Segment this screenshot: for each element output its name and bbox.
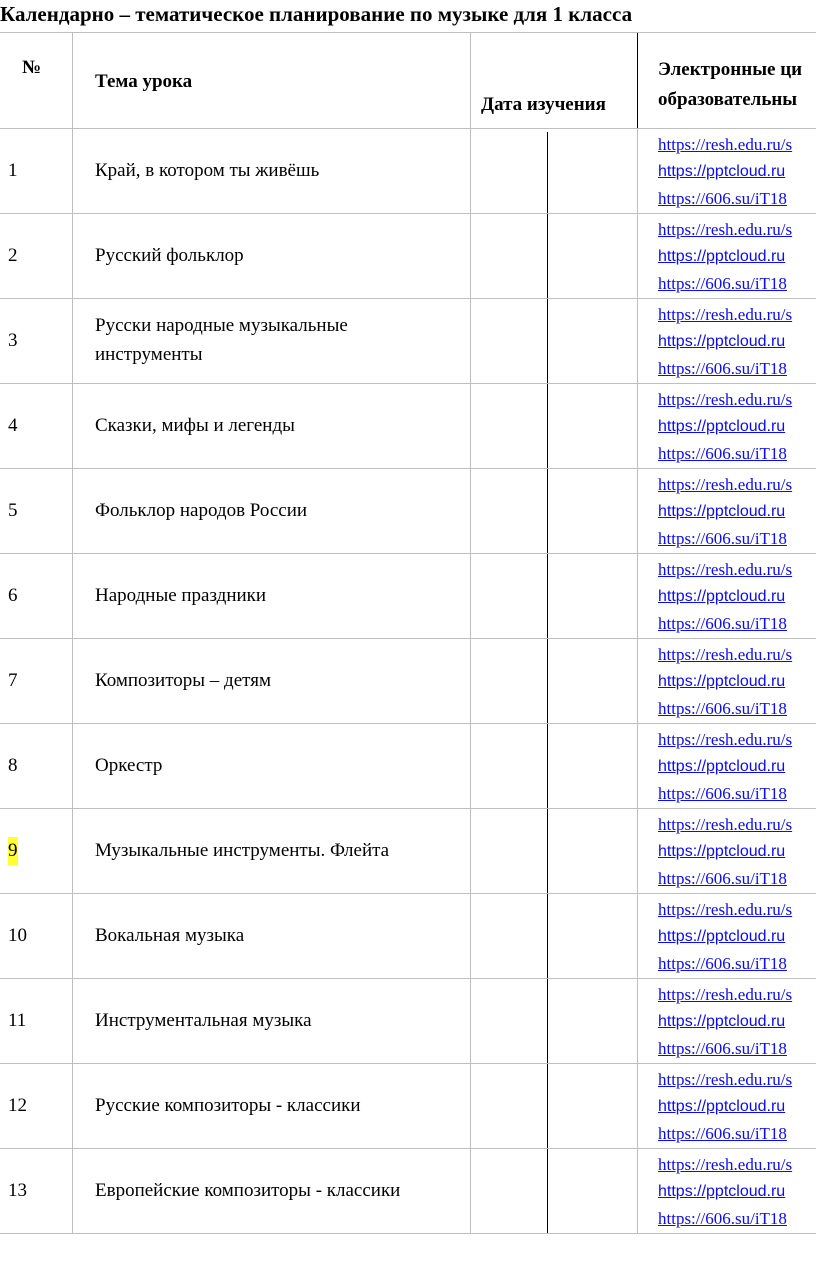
lesson-number: 3 <box>8 330 18 351</box>
row-divider <box>0 298 816 299</box>
lesson-number: 13 <box>8 1180 27 1201</box>
pptcloud-link[interactable]: https://pptcloud.ru <box>658 928 786 945</box>
row-divider <box>0 638 816 639</box>
lesson-topic: Сказки, мифы и легенды <box>95 415 295 436</box>
short-link[interactable]: https://606.su/iT18 <box>658 954 787 973</box>
row-divider <box>0 128 816 129</box>
lesson-topic: Фольклор народов России <box>95 500 308 521</box>
header-resources-line2: образовательны <box>658 89 798 110</box>
short-link[interactable]: https://606.su/iT18 <box>658 614 787 633</box>
lesson-number: 10 <box>8 925 27 946</box>
resource-links <box>658 811 816 892</box>
short-link[interactable]: https://606.su/iT18 <box>658 1124 787 1143</box>
pptcloud-link[interactable]: https://pptcloud.ru <box>658 163 786 180</box>
row-divider <box>0 383 816 384</box>
resh-link[interactable]: https://resh.edu.ru/s <box>658 220 793 239</box>
resh-link[interactable]: https://resh.edu.ru/s <box>658 305 793 324</box>
pptcloud-link[interactable]: https://pptcloud.ru <box>658 843 786 860</box>
lesson-number: 6 <box>8 585 18 606</box>
lesson-number: 9 <box>8 837 18 865</box>
resource-links <box>658 471 816 552</box>
pptcloud-link[interactable]: https://pptcloud.ru <box>658 248 786 265</box>
resource-links <box>658 386 816 467</box>
header-topic: Тема урока <box>95 71 193 92</box>
header-number: № <box>22 57 42 78</box>
resh-link[interactable]: https://resh.edu.ru/s <box>658 390 793 409</box>
lesson-topic: Композиторы – детям <box>95 670 271 691</box>
short-link[interactable]: https://606.su/iT18 <box>658 189 787 208</box>
pptcloud-link[interactable]: https://pptcloud.ru <box>658 503 786 520</box>
short-link[interactable]: https://606.su/iT18 <box>658 444 787 463</box>
row-divider <box>0 723 816 724</box>
row-divider <box>0 978 816 979</box>
pptcloud-link[interactable]: https://pptcloud.ru <box>658 1098 786 1115</box>
resource-links <box>658 131 816 212</box>
resh-link[interactable]: https://resh.edu.ru/s <box>658 560 793 579</box>
lesson-number: 2 <box>8 245 18 266</box>
lesson-number: 12 <box>8 1095 27 1116</box>
lesson-number: 1 <box>8 160 18 181</box>
short-link[interactable]: https://606.su/iT18 <box>658 274 787 293</box>
resource-links <box>658 301 816 382</box>
lesson-topic: Музыкальные инструменты. Флейта <box>95 840 390 861</box>
row-divider <box>0 1148 816 1149</box>
column-divider <box>637 128 638 1234</box>
header-resources-line1: Электронные ци <box>658 59 803 80</box>
lesson-topic: Русски народные музыкальные <box>95 315 348 336</box>
resh-link[interactable]: https://resh.edu.ru/s <box>658 815 793 834</box>
pptcloud-link[interactable]: https://pptcloud.ru <box>658 418 786 435</box>
lesson-topic: Европейские композиторы - классики <box>95 1180 401 1201</box>
lesson-topic: Инструментальная музыка <box>95 1010 312 1031</box>
resh-link[interactable]: https://resh.edu.ru/s <box>658 730 793 749</box>
lesson-number: 5 <box>8 500 18 521</box>
pptcloud-link[interactable]: https://pptcloud.ru <box>658 333 786 350</box>
lesson-number: 7 <box>8 670 18 691</box>
resource-links <box>658 216 816 297</box>
resource-links <box>658 641 816 722</box>
short-link[interactable]: https://606.su/iT18 <box>658 1209 787 1228</box>
short-link[interactable]: https://606.su/iT18 <box>658 869 787 888</box>
lesson-number: 11 <box>8 1010 27 1031</box>
lesson-topic: Оркестр <box>95 755 163 776</box>
short-link[interactable]: https://606.su/iT18 <box>658 1039 787 1058</box>
lesson-topic: Край, в котором ты живёшь <box>95 160 320 181</box>
resh-link[interactable]: https://resh.edu.ru/s <box>658 1155 793 1174</box>
pptcloud-link[interactable]: https://pptcloud.ru <box>658 758 786 775</box>
pptcloud-link[interactable]: https://pptcloud.ru <box>658 673 786 690</box>
lesson-topic: Русские композиторы - классики <box>95 1095 361 1116</box>
header-date: Дата изучения <box>481 94 606 115</box>
lesson-plan-table <box>0 32 816 1234</box>
lesson-topic: Народные праздники <box>95 585 267 606</box>
resh-link[interactable]: https://resh.edu.ru/s <box>658 645 793 664</box>
row-divider <box>0 468 816 469</box>
resource-links <box>658 896 816 977</box>
short-link[interactable]: https://606.su/iT18 <box>658 359 787 378</box>
row-divider <box>0 1233 816 1234</box>
lesson-number: 8 <box>8 755 18 776</box>
resh-link[interactable]: https://resh.edu.ru/s <box>658 985 793 1004</box>
pptcloud-link[interactable]: https://pptcloud.ru <box>658 588 786 605</box>
short-link[interactable]: https://606.su/iT18 <box>658 784 787 803</box>
row-divider <box>0 1063 816 1064</box>
resource-links <box>658 726 816 807</box>
row-divider <box>0 808 816 809</box>
row-divider <box>0 893 816 894</box>
pptcloud-link[interactable]: https://pptcloud.ru <box>658 1013 786 1030</box>
lesson-topic: инструменты <box>95 344 203 365</box>
resh-link[interactable]: https://resh.edu.ru/s <box>658 135 793 154</box>
lesson-number: 4 <box>8 415 18 436</box>
lesson-topic: Вокальная музыка <box>95 925 245 946</box>
row-divider <box>0 213 816 214</box>
row-divider <box>0 553 816 554</box>
short-link[interactable]: https://606.su/iT18 <box>658 699 787 718</box>
short-link[interactable]: https://606.su/iT18 <box>658 529 787 548</box>
resource-links <box>658 556 816 637</box>
resource-links <box>658 1066 816 1147</box>
resource-links <box>658 981 816 1062</box>
resource-links <box>658 1151 816 1232</box>
resh-link[interactable]: https://resh.edu.ru/s <box>658 1070 793 1089</box>
resh-link[interactable]: https://resh.edu.ru/s <box>658 900 793 919</box>
row-divider <box>0 32 816 33</box>
page-title: Календарно – тематическое планирование по музыке для 1 класса <box>0 2 633 26</box>
lesson-topic: Русский фольклор <box>95 245 244 266</box>
pptcloud-link[interactable]: https://pptcloud.ru <box>658 1183 786 1200</box>
resh-link[interactable]: https://resh.edu.ru/s <box>658 475 793 494</box>
column-divider <box>637 32 638 128</box>
